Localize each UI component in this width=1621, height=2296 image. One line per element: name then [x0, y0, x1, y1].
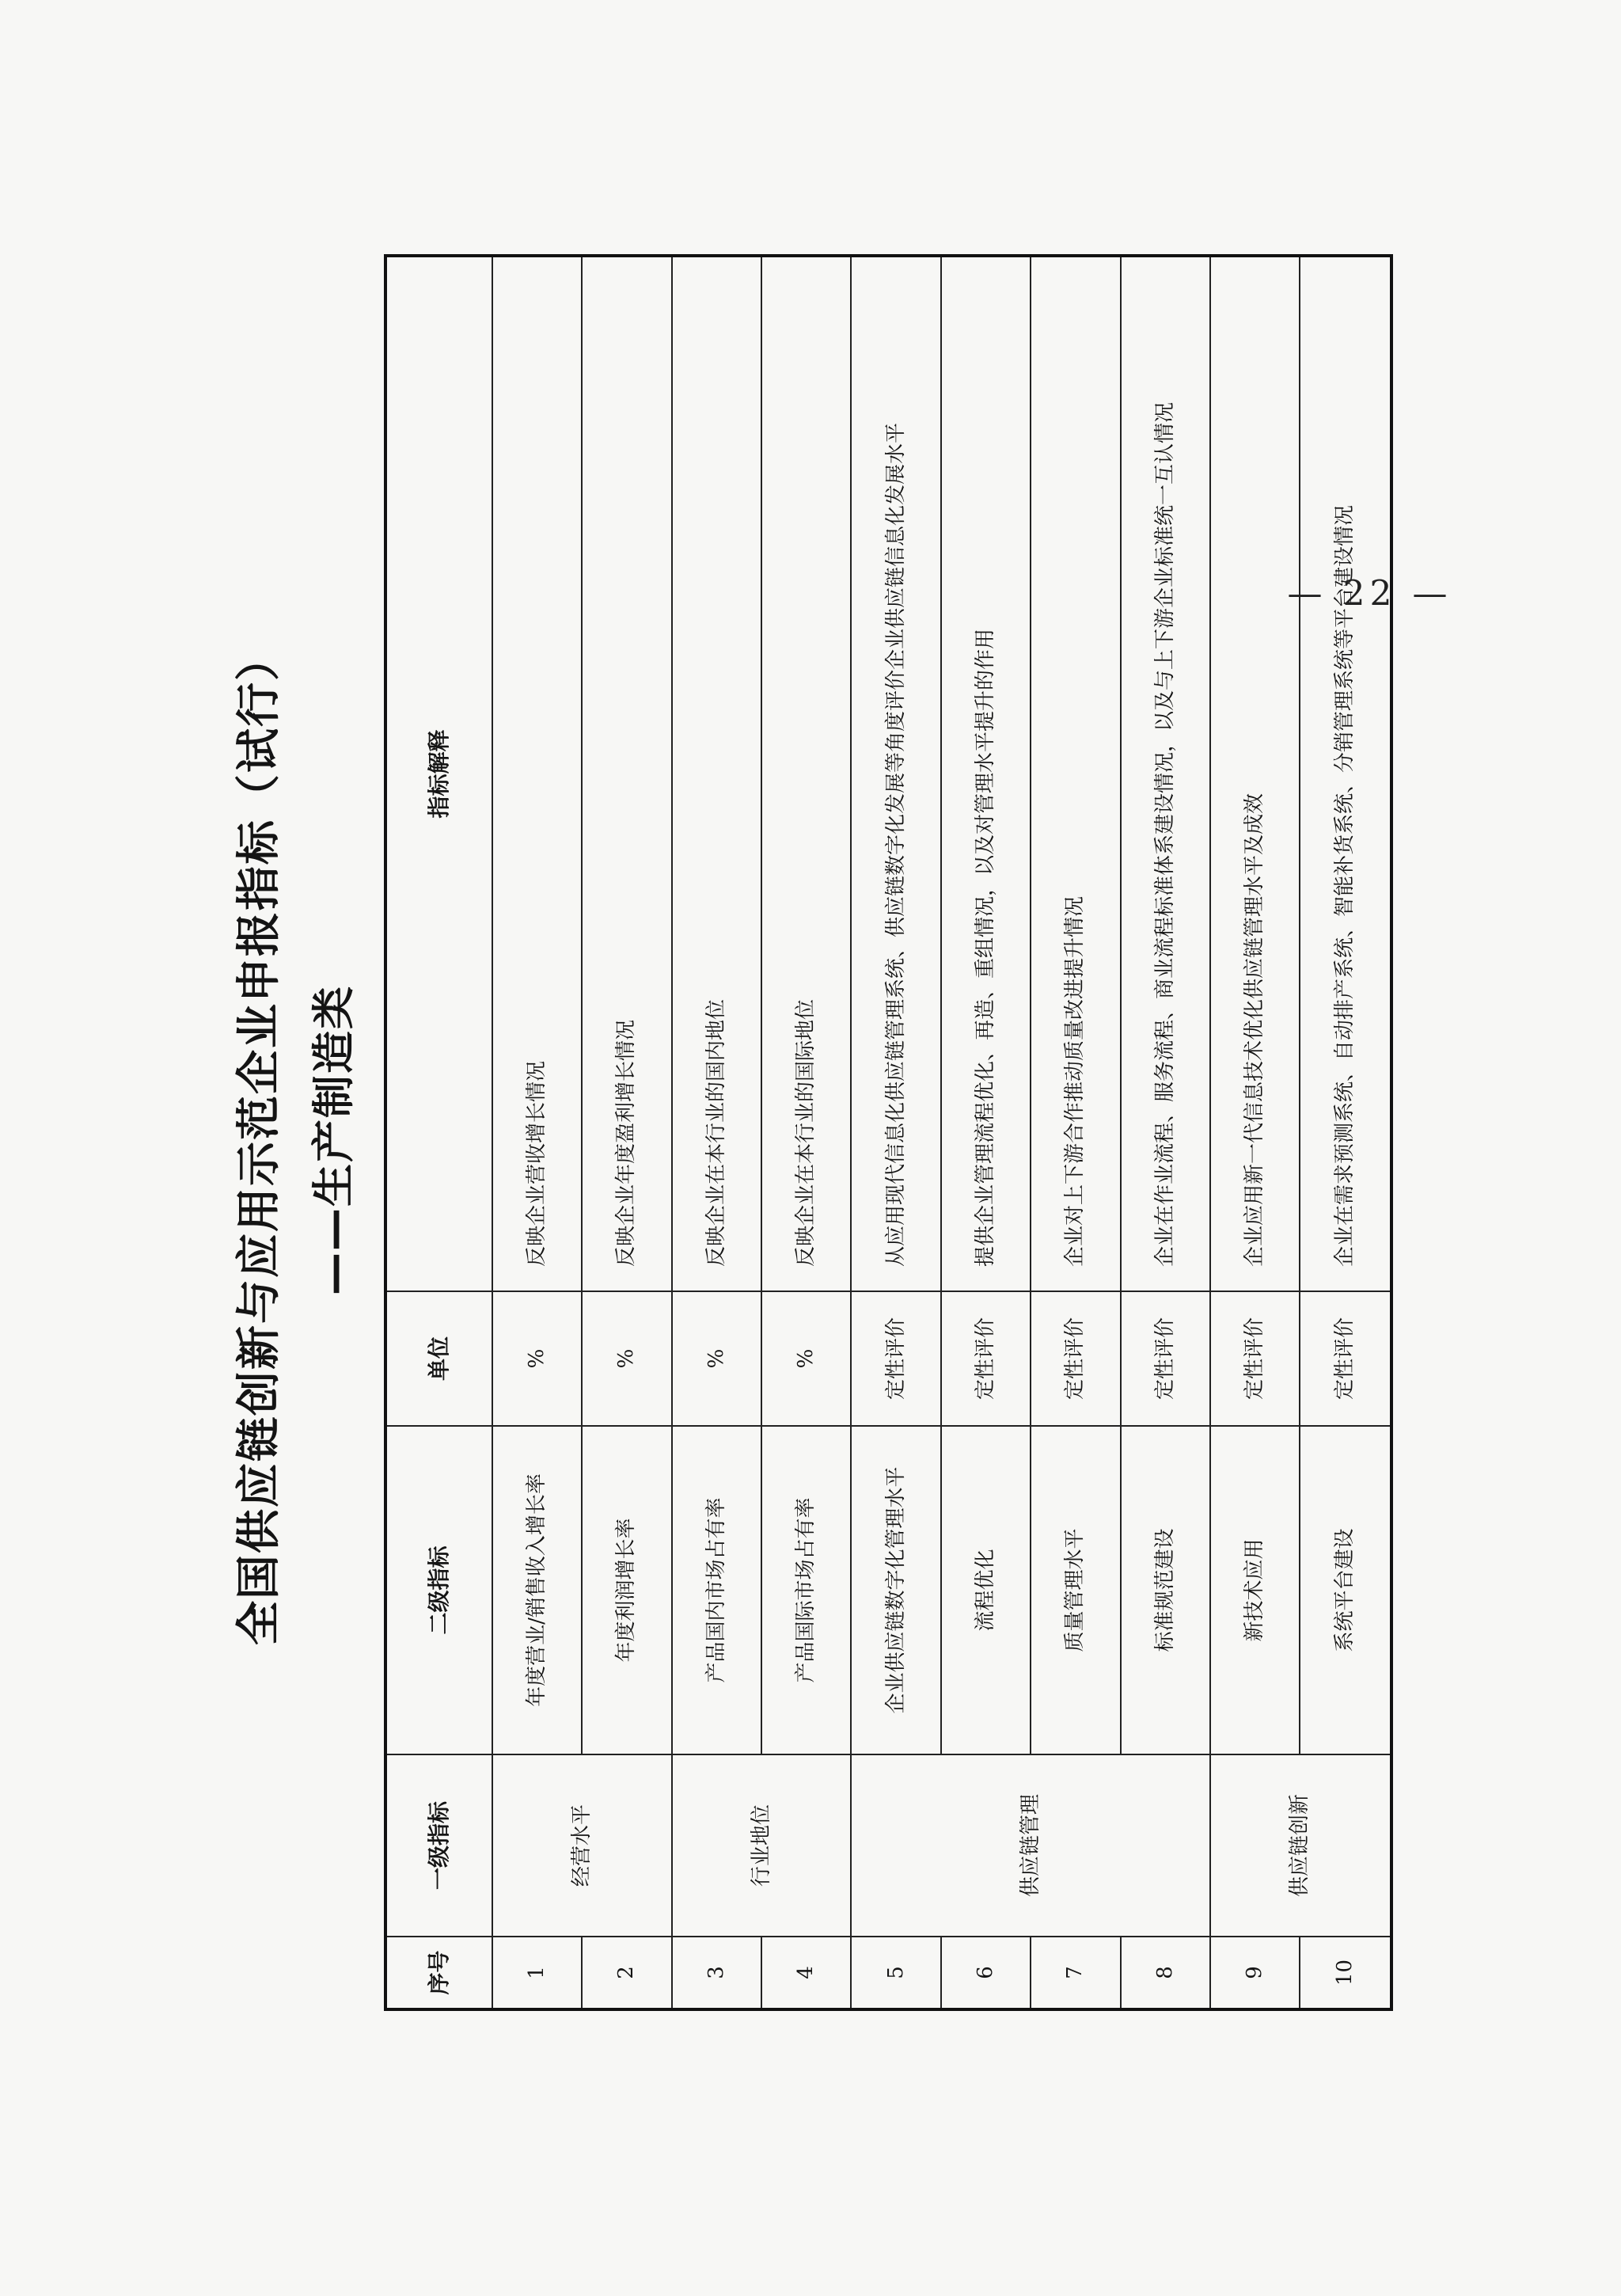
indicator-table	[384, 254, 1393, 2011]
explain-cell: 企业对上下游合作推动质量改进提升情况	[1031, 256, 1120, 1291]
page-subtitle: ——生产制造类	[309, 985, 359, 1295]
level1-cell: 经营水平	[492, 1754, 672, 1937]
seq-cell: 4	[761, 1937, 851, 2009]
unit-cell: %	[672, 1291, 761, 1426]
unit-cell: 定性评价	[1031, 1291, 1120, 1426]
explain-cell: 提供企业管理流程优化、再造、重组情况，以及对管理水平提升的作用	[941, 256, 1031, 1291]
seq-cell: 5	[851, 1937, 940, 2009]
header-level1: 一级指标	[385, 1754, 492, 1937]
page-title: 全国供应链创新与应用示范企业申报指标（试行）	[233, 635, 285, 1645]
page-number: — 22 —	[1287, 573, 1452, 614]
level1-cell: 行业地位	[672, 1754, 852, 1937]
table-header-row	[385, 256, 492, 2009]
explain-cell: 从应用现代信息化供应链管理系统、供应链数字化发展等角度评价企业供应链信息化发展水平	[851, 256, 940, 1291]
explain-cell: 反映企业在本行业的国内地位	[672, 256, 761, 1291]
level2-cell: 企业供应链数字化管理水平	[851, 1426, 940, 1754]
explain-cell: 企业在需求预测系统、自动排产系统、智能补货系统、分销管理系统等平台建设情况	[1300, 256, 1391, 1291]
level1-cell: 供应链创新	[1210, 1754, 1391, 1937]
seq-cell: 9	[1210, 1937, 1300, 2009]
level1-cell: 供应链管理	[851, 1754, 1209, 1937]
unit-cell: 定性评价	[851, 1291, 940, 1426]
unit-cell: %	[761, 1291, 851, 1426]
explain-cell: 企业在作业流程、服务流程、商业流程标准体系建设情况，以及与上下游企业标准统一互认情况	[1121, 256, 1210, 1291]
explain-cell: 企业应用新一代信息技术优化供应链管理水平及成效	[1210, 256, 1300, 1291]
level2-cell: 产品国内市场占有率	[672, 1426, 761, 1754]
header-seq: 序号	[385, 1937, 492, 2009]
table-row	[1210, 256, 1300, 2009]
header-level2: 二级指标	[385, 1426, 492, 1754]
unit-cell: %	[492, 1291, 582, 1426]
level2-cell: 质量管理水平	[1031, 1426, 1120, 1754]
level2-cell: 产品国际市场占有率	[761, 1426, 851, 1754]
explain-cell: 反映企业年度盈利增长情况	[582, 256, 671, 1291]
explain-cell: 反映企业在本行业的国际地位	[761, 256, 851, 1291]
header-unit: 单位	[385, 1291, 492, 1426]
level2-cell: 新技术应用	[1210, 1426, 1300, 1754]
unit-cell: %	[582, 1291, 671, 1426]
seq-cell: 8	[1121, 1937, 1210, 2009]
seq-cell: 10	[1300, 1937, 1391, 2009]
seq-cell: 2	[582, 1937, 671, 2009]
unit-cell: 定性评价	[1300, 1291, 1391, 1426]
table-row	[1031, 256, 1120, 2009]
table-row	[1300, 256, 1391, 2009]
level2-cell: 年度利润增长率	[582, 1426, 671, 1754]
level2-cell: 标准规范建设	[1121, 1426, 1210, 1754]
seq-cell: 7	[1031, 1937, 1120, 2009]
table-row	[941, 256, 1031, 2009]
seq-cell: 1	[492, 1937, 582, 2009]
level2-cell: 流程优化	[941, 1426, 1031, 1754]
header-explain: 指标解释	[385, 256, 492, 1291]
table-row	[1121, 256, 1210, 2009]
unit-cell: 定性评价	[1121, 1291, 1210, 1426]
table-row	[492, 256, 582, 2009]
explain-cell: 反映企业营收增长情况	[492, 256, 582, 1291]
seq-cell: 6	[941, 1937, 1031, 2009]
level2-cell: 年度营业/销售收入增长率	[492, 1426, 582, 1754]
seq-cell: 3	[672, 1937, 761, 2009]
table-row	[672, 256, 761, 2009]
unit-cell: 定性评价	[1210, 1291, 1300, 1426]
level2-cell: 系统平台建设	[1300, 1426, 1391, 1754]
table-row	[761, 256, 851, 2009]
table-row	[851, 256, 940, 2009]
table-row	[582, 256, 671, 2009]
unit-cell: 定性评价	[941, 1291, 1031, 1426]
